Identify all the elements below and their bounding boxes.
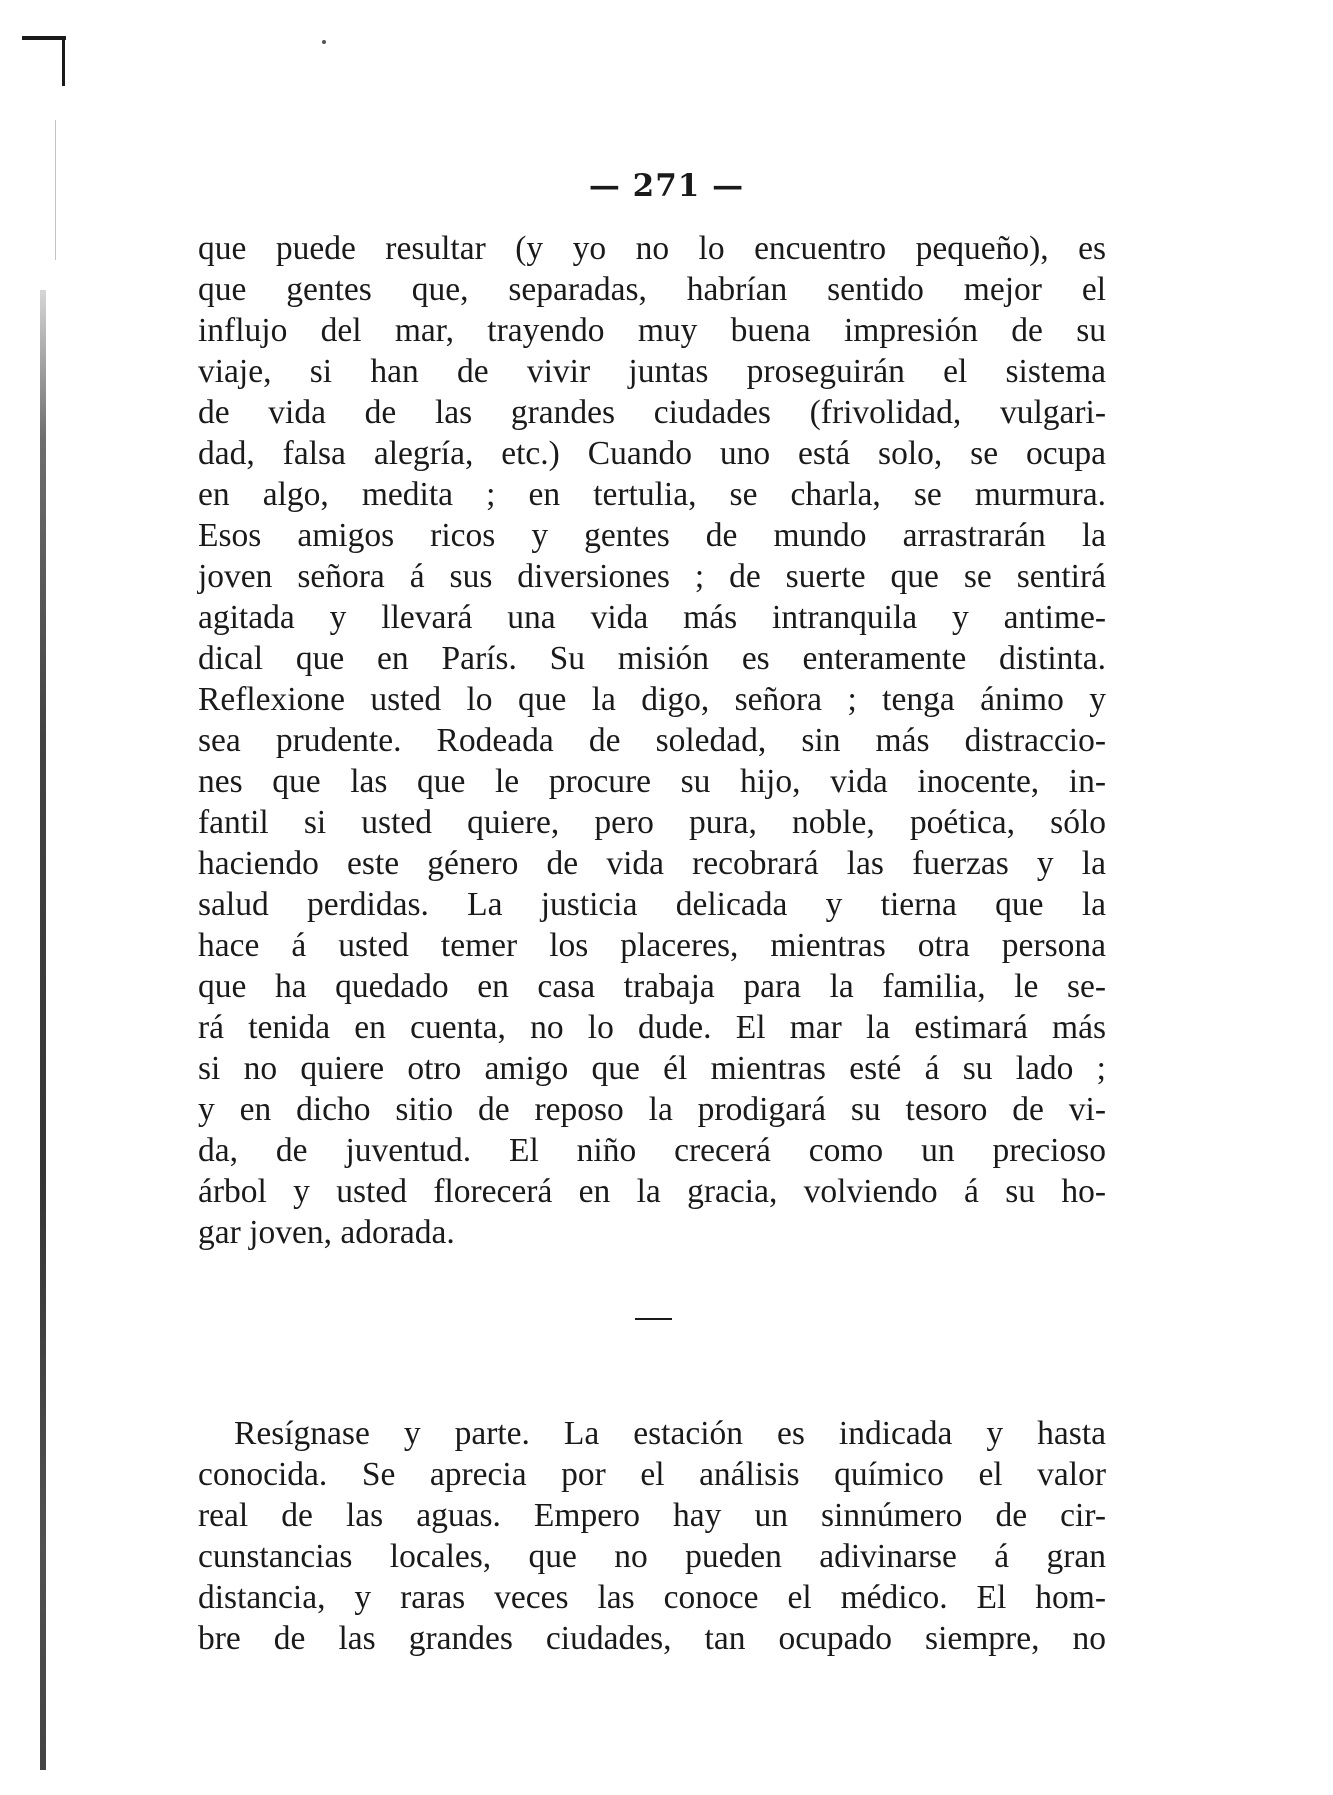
text-line: nes que las que le procure su hijo, vida inocente, in- bbox=[198, 763, 1106, 800]
text-line: da, de juventud. El niño crecerá como un precioso bbox=[198, 1132, 1106, 1169]
text-line: distancia, y raras veces las conoce el médico. El hom- bbox=[198, 1579, 1106, 1616]
scan-corner-mark bbox=[22, 36, 66, 86]
corner-mark-vertical bbox=[62, 36, 65, 86]
text-line: árbol y usted florecerá en la gracia, volviendo á su ho- bbox=[198, 1173, 1106, 1210]
paragraph-2 bbox=[198, 1413, 1106, 1659]
text-line: agitada y llevará una vida más intranquila y antime- bbox=[198, 599, 1106, 636]
text-line: cunstancias locales, que no pueden adivinarse á gran bbox=[198, 1538, 1106, 1575]
text-line: que gentes que, separadas, habrían sentido mejor el bbox=[198, 271, 1106, 308]
text-line: de vida de las grandes ciudades (frivolidad, vulgari- bbox=[198, 394, 1106, 431]
text-line: que puede resultar (y yo no lo encuentro pequeño), es bbox=[198, 230, 1106, 267]
page-number: — 271 — bbox=[588, 168, 745, 204]
text-line: si no quiere otro amigo que él mientras esté á su lado ; bbox=[198, 1050, 1106, 1087]
text-line: salud perdidas. La justicia delicada y tierna que la bbox=[198, 886, 1106, 923]
binding-shadow bbox=[40, 290, 46, 1770]
corner-mark-horizontal bbox=[22, 36, 66, 40]
text-line: Reflexione usted lo que la digo, señora ; tenga ánimo y bbox=[198, 681, 1106, 718]
text-line: hace á usted temer los placeres, mientras otra persona bbox=[198, 927, 1106, 964]
text-line: bre de las grandes ciudades, tan ocupado siempre, no bbox=[198, 1620, 1106, 1657]
paragraph-1 bbox=[198, 228, 1106, 1253]
scan-speck bbox=[322, 40, 326, 44]
text-line: dical que en París. Su misión es enteramente distinta. bbox=[198, 640, 1106, 677]
text-line: influjo del mar, trayendo muy buena impresión de su bbox=[198, 312, 1106, 349]
text-line: Esos amigos ricos y gentes de mundo arrastrarán la bbox=[198, 517, 1106, 554]
text-line: fantil si usted quiere, pero pura, noble, poética, sólo bbox=[198, 804, 1106, 841]
text-line: conocida. Se aprecia por el análisis químico el valor bbox=[198, 1456, 1106, 1493]
section-divider bbox=[635, 1318, 672, 1320]
text-line: rá tenida en cuenta, no lo dude. El mar la estimará más bbox=[198, 1009, 1106, 1046]
text-line: en algo, medita ; en tertulia, se charla, se murmura. bbox=[198, 476, 1106, 513]
text-line: real de las aguas. Empero hay un sinnúmero de cir- bbox=[198, 1497, 1106, 1534]
text-line: y en dicho sitio de reposo la prodigará su tesoro de vi- bbox=[198, 1091, 1106, 1128]
text-line: dad, falsa alegría, etc.) Cuando uno está solo, se ocupa bbox=[198, 435, 1106, 472]
text-line: viaje, si han de vivir juntas proseguirán el sistema bbox=[198, 353, 1106, 390]
text-line: gar joven, adorada. bbox=[198, 1214, 455, 1251]
text-line: sea prudente. Rodeada de soledad, sin más distraccio- bbox=[198, 722, 1106, 759]
text-line: joven señora á sus diversiones ; de suerte que se sentirá bbox=[198, 558, 1106, 595]
text-line: que ha quedado en casa trabaja para la familia, le se- bbox=[198, 968, 1106, 1005]
text-line: haciendo este género de vida recobrará las fuerzas y la bbox=[198, 845, 1106, 882]
text-line: Resígnase y parte. La estación es indicada y hasta bbox=[234, 1415, 1106, 1452]
